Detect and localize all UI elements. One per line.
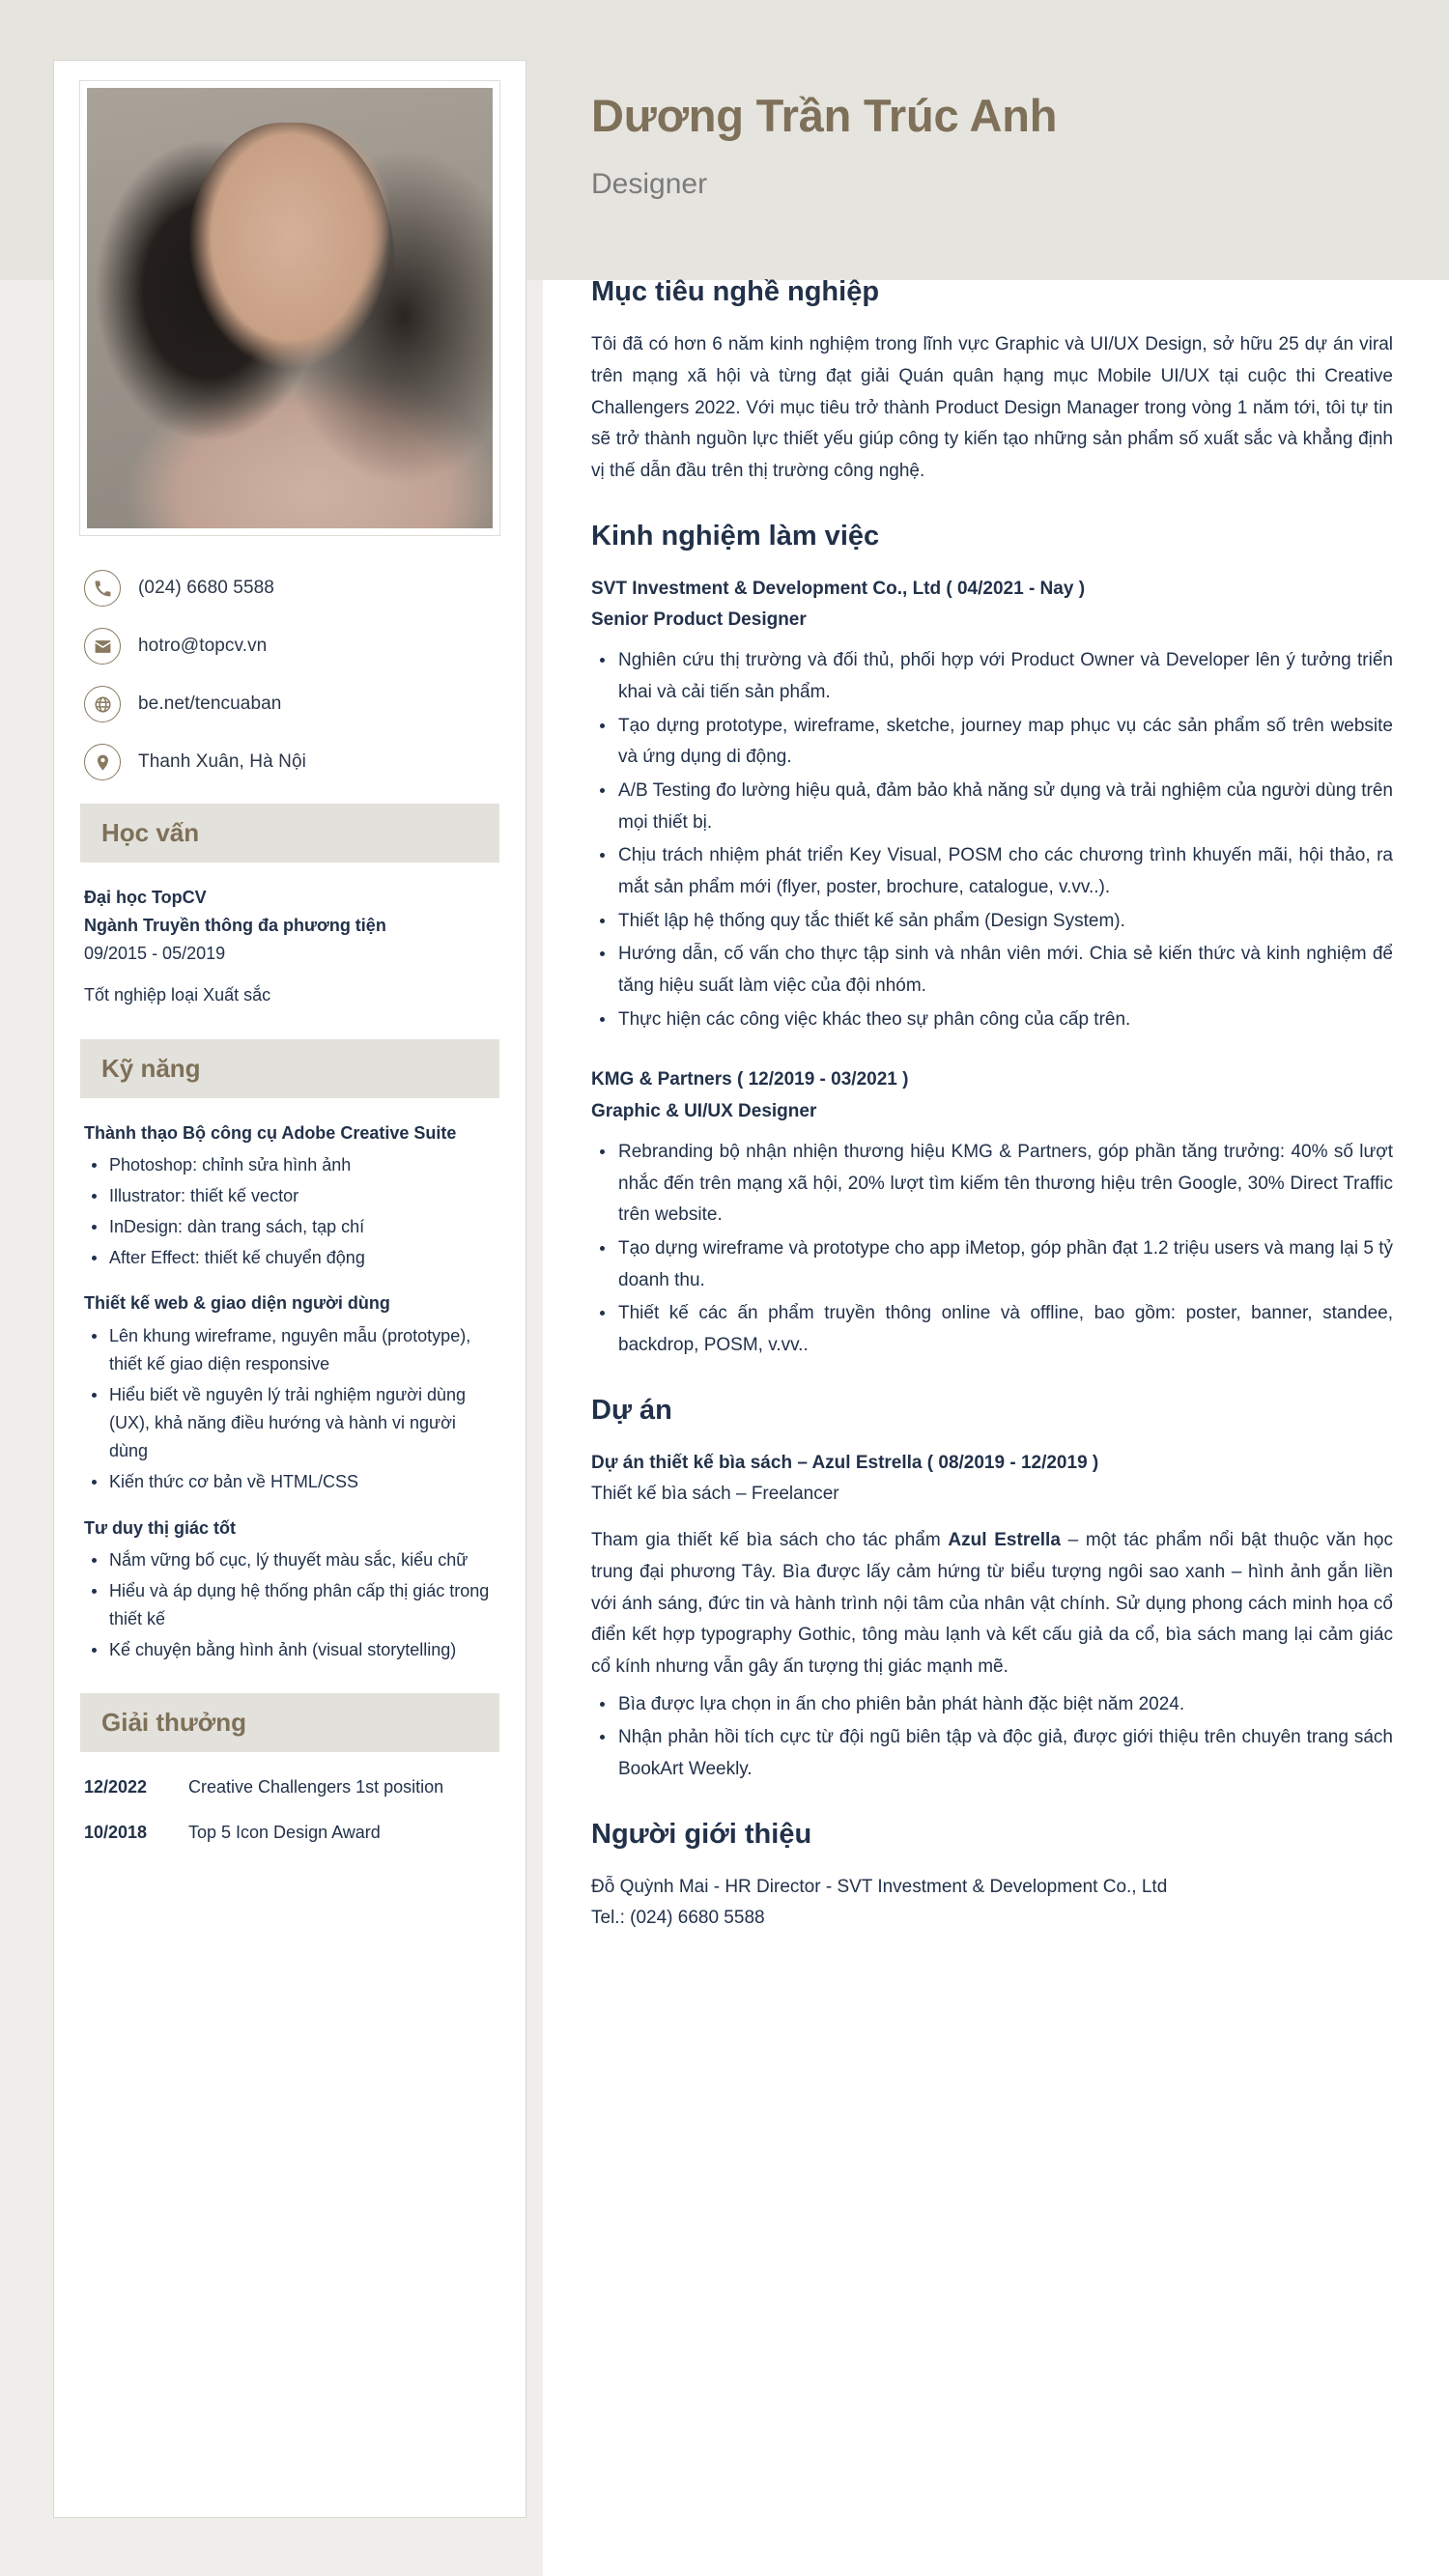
globe-icon	[84, 686, 121, 722]
list-item: Hiểu và áp dụng hệ thống phân cấp thị giác trong thiết kế	[84, 1577, 494, 1633]
project-role: Thiết kế bìa sách – Freelancer	[591, 1484, 839, 1504]
reference-line-2: Tel.: (024) 6680 5588	[591, 1908, 765, 1929]
location-pin-icon	[84, 744, 121, 780]
education-dates: 09/2015 - 05/2019	[84, 944, 226, 964]
list-item: Kiến thức cơ bản về HTML/CSS	[84, 1468, 494, 1496]
contact-item-location[interactable]	[84, 744, 499, 780]
contact-list	[84, 570, 499, 780]
project-description-pre: Tham gia thiết kế bìa sách cho tác phẩm	[591, 1530, 949, 1551]
contact-item-phone[interactable]	[84, 570, 499, 607]
experience-item	[591, 574, 1393, 1036]
award-text: Top 5 Icon Design Award	[188, 1823, 381, 1843]
list-item: Thiết lập hệ thống quy tắc thiết kế sản phẩm (Design System).	[591, 906, 1393, 938]
contact-value-location: Thanh Xuân, Hà Nội	[138, 751, 306, 772]
section-projects	[591, 1395, 1393, 1786]
phone-icon	[84, 570, 121, 607]
job-title: Designer	[591, 168, 708, 201]
experience-role: Graphic & UI/UX Designer	[591, 1100, 817, 1121]
experience-item	[591, 1064, 1393, 1361]
section-heading-education: Học vấn	[80, 804, 499, 863]
list-item: Hướng dẫn, cố vấn cho thực tập sinh và nhân viên mới. Chia sẻ kiến thức và kinh nghiệm để tăng hiệu suất làm việc của đội nhóm.	[591, 939, 1393, 1002]
project-title: Dự án thiết kế bìa sách – Azul Estrella ( 08/2019 - 12/2019 )	[591, 1452, 1099, 1473]
section-heading-awards: Giải thưởng	[80, 1693, 499, 1752]
list-item: Nắm vững bố cục, lý thuyết màu sắc, kiểu chữ	[84, 1546, 494, 1574]
project-description-highlight: Azul Estrella	[948, 1530, 1061, 1551]
section-awards	[80, 1693, 499, 1847]
list-item: Tạo dựng prototype, wireframe, sketche, journey map phục vụ các sản phẩm số trên website và ứng dụng di động.	[591, 711, 1393, 774]
list-item: Tạo dựng wireframe và prototype cho app iMetop, góp phần đạt 1.2 triệu users và mang lại 5 tỷ doanh thu.	[591, 1233, 1393, 1296]
list-item: Rebranding bộ nhận nhiện thương hiệu KMG & Partners, góp phần tăng trưởng: 40% số lượt nhắc đến trên mạng xã hội, 20% lượt tìm kiếm tên thương hiệu trên Google, 30% Direct Traffic trên website.	[591, 1137, 1393, 1231]
award-text: Creative Challengers 1st position	[188, 1777, 444, 1798]
education-result: Tốt nghiệp loại Xuất sắc	[84, 985, 271, 1005]
list-item: Photoshop: chỉnh sửa hình ảnh	[84, 1151, 494, 1179]
list-item: Illustrator: thiết kế vector	[84, 1182, 494, 1210]
award-date: 12/2022	[84, 1777, 148, 1798]
list-item: A/B Testing đo lường hiệu quả, đảm bảo khả năng sử dụng và trải nghiệm của người dùng trên mọi thiết bị.	[591, 776, 1393, 838]
main-column	[591, 0, 1393, 1967]
award-item	[84, 1773, 494, 1801]
skill-group	[84, 1514, 494, 1665]
list-item: Thiết kế các ấn phẩm truyền thông online và offline, bao gồm: poster, banner, standee, backdrop, POSM, v.vv..	[591, 1298, 1393, 1361]
list-item: Nghiên cứu thị trường và đối thủ, phối hợp với Product Owner và Developer lên ý tưởng triển khai và cải tiến sản phẩm.	[591, 645, 1393, 708]
avatar	[80, 81, 499, 535]
contact-value-website: be.net/tencuaban	[138, 694, 282, 714]
profile-photo	[87, 88, 493, 528]
section-heading-references: Người giới thiệu	[591, 1818, 812, 1850]
section-heading-skills: Kỹ năng	[80, 1039, 499, 1098]
section-heading-projects: Dự án	[591, 1394, 672, 1426]
experience-bullets	[591, 1137, 1393, 1362]
section-experience	[591, 521, 1393, 1362]
education-body	[80, 884, 499, 1010]
list-item: Kể chuyện bằng hình ảnh (visual storytelling)	[84, 1636, 494, 1664]
page-title: Dương Trần Trúc Anh	[591, 90, 1058, 141]
skill-group	[84, 1289, 494, 1496]
skill-group-title: Thành thạo Bộ công cụ Adobe Creative Suite	[84, 1122, 457, 1143]
experience-org: KMG & Partners ( 12/2019 - 03/2021 )	[591, 1069, 909, 1090]
list-item: After Effect: thiết kế chuyển động	[84, 1244, 494, 1272]
skill-group-title: Tư duy thị giác tốt	[84, 1517, 237, 1538]
award-item	[84, 1819, 494, 1847]
list-item: Lên khung wireframe, nguyên mẫu (prototype), thiết kế giao diện responsive	[84, 1322, 494, 1378]
project-item	[591, 1448, 1393, 1786]
experience-org: SVT Investment & Development Co., Ltd ( 04/2021 - Nay )	[591, 578, 1086, 599]
section-education	[80, 804, 499, 1010]
experience-bullets	[591, 645, 1393, 1035]
awards-body	[80, 1773, 499, 1847]
skill-group-title: Thiết kế web & giao diện người dùng	[84, 1293, 390, 1314]
skill-group	[84, 1119, 494, 1273]
list-item: Hiểu biết về nguyên lý trải nghiệm người dùng (UX), khả năng điều hướng và hành vi người dùng	[84, 1381, 494, 1465]
sidebar	[53, 60, 526, 1915]
experience-role: Senior Product Designer	[591, 609, 807, 631]
contact-item-website[interactable]	[84, 686, 499, 722]
contact-value-phone: (024) 6680 5588	[138, 578, 274, 598]
section-objective	[591, 276, 1393, 487]
section-skills	[80, 1039, 499, 1665]
list-item: InDesign: dàn trang sách, tạp chí	[84, 1213, 494, 1241]
award-date: 10/2018	[84, 1823, 148, 1843]
section-heading-objective: Mục tiêu nghề nghiệp	[591, 276, 880, 308]
education-major: Ngành Truyền thông đa phương tiện	[84, 916, 386, 936]
skill-list	[84, 1546, 494, 1665]
reference-line-1: Đỗ Quỳnh Mai - HR Director - SVT Investment & Development Co., Ltd	[591, 1876, 1168, 1897]
contact-item-email[interactable]	[84, 628, 499, 665]
email-icon	[84, 628, 121, 665]
list-item: Chịu trách nhiệm phát triển Key Visual, POSM cho các chương trình khuyến mãi, hội thảo, ra mắt sản phẩm mới (flyer, poster, brochure, catalogue, v.vv..).	[591, 840, 1393, 903]
project-bullets	[591, 1689, 1393, 1786]
list-item: Thực hiện các công việc khác theo sự phân công của cấp trên.	[591, 1005, 1393, 1036]
education-school: Đại học TopCV	[84, 888, 207, 907]
skill-list	[84, 1322, 494, 1497]
skill-list	[84, 1151, 494, 1273]
contact-value-email: hotro@topcv.vn	[138, 636, 268, 656]
section-references	[591, 1819, 1393, 1935]
list-item: Nhận phản hồi tích cực từ đội ngũ biên tập và độc giả, được giới thiệu trên chuyên trang sách BookArt Weekly.	[591, 1722, 1393, 1785]
project-description	[591, 1525, 1393, 1683]
spacer	[84, 968, 494, 981]
list-item: Bìa được lựa chọn in ấn cho phiên bản phát hành đặc biệt năm 2024.	[591, 1689, 1393, 1721]
section-heading-experience: Kinh nghiệm làm việc	[591, 520, 880, 552]
project-description-post: – một tác phẩm nổi bật thuộc văn học trung đại phương Tây. Bìa được lấy cảm hứng từ biểu tượng ngôi sao xanh – hình ảnh gắn liền với ánh sáng, đức tin và hành trình nội tâm của nhân vật chính. Sử dụng phong cách minh họa cổ điển kết hợp typography Gothic, tông màu lạnh và kết cấu giả da cổ, bìa sách mang lại cảm giác cổ kính nhưng vẫn gây ấn tượng thị giác mạnh mẽ.	[591, 1530, 1393, 1677]
objective-text: Tôi đã có hơn 6 năm kinh nghiệm trong lĩnh vực Graphic và UI/UX Design, sở hữu 25 dự án viral trên mạng xã hội và từng đạt giải Quán quân hạng mục Mobile UI/UX tại cuộc thi Creative Challengers 2022. Với mục tiêu trở thành Product Design Manager trong vòng 1 năm tới, tôi tự tin sẽ trở thành nguồn lực thiết yếu giúp công ty kiến tạo những sản phẩm số xuất sắc và khẳng định vị thế dẫn đầu trên thị trường công nghệ.	[591, 334, 1393, 482]
skills-body	[80, 1119, 499, 1665]
